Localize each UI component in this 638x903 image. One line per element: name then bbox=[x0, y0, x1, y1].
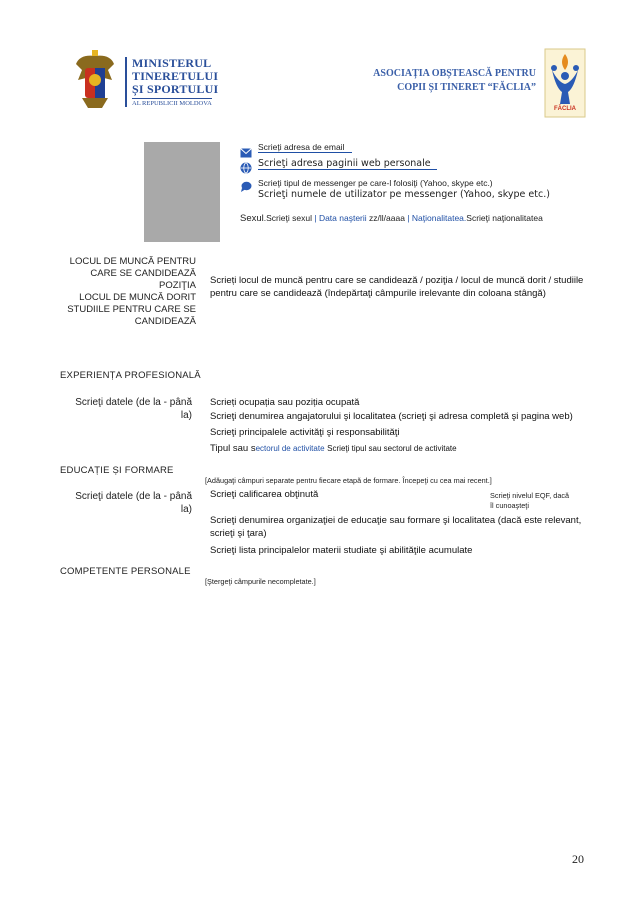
messenger-user-field[interactable]: Scrieţi numele de utilizator pe messenger (Yahoo, skype etc.) bbox=[258, 189, 550, 200]
education-note: [Adăugaţi câmpuri separate pentru fiecare etapă de formare. Începeţi cu cea mai recent.] bbox=[205, 476, 492, 485]
ministry-divider bbox=[125, 57, 127, 107]
subjects-field[interactable]: Scrieţi lista principalelor materii studiate şi abilităţile acumulate bbox=[210, 545, 473, 556]
ministry-title: MINISTERUL TINERETULUI ȘI SPORTULUI bbox=[132, 56, 219, 96]
globe-icon bbox=[240, 159, 252, 171]
birth-date-label: Data naşterii bbox=[318, 213, 367, 223]
qualification-field[interactable]: Scrieţi calificarea obţinută bbox=[210, 489, 319, 500]
separator: | bbox=[314, 213, 317, 223]
sex-field[interactable]: Scrieţi sexul bbox=[266, 213, 312, 223]
occupation-field[interactable]: Scrieți ocupația sau poziția ocupată bbox=[210, 397, 360, 408]
experience-details bbox=[210, 396, 610, 455]
sector-row bbox=[210, 442, 610, 455]
profile-photo-placeholder bbox=[144, 142, 220, 242]
facla-logo-text: FĂCLIA bbox=[554, 106, 576, 112]
personal-skills-section-title: COMPETENTE PERSONALE bbox=[60, 566, 191, 577]
eqf-level-field[interactable]: Scrieţi nivelul EQF, dacă îl cunoaşteţi bbox=[490, 491, 570, 510]
nationality-label: Naţionalitatea bbox=[411, 213, 464, 223]
nationality-field[interactable]: Scrieţi naţionalitatea bbox=[466, 213, 543, 223]
education-dates[interactable]: Scrieţi datele (de la - până la) bbox=[75, 491, 192, 515]
employer-field[interactable]: Scrieţi denumirea angajatorului şi localitatea (scrieţi şi adresa completă şi pagina web) bbox=[210, 411, 573, 422]
job-applied-label: LOCUL DE MUNCĂ PENTRU CARE SE CANDIDEAZĂ POZIŢIA LOCUL DE MUNCĂ DORIT STUDIILE PENTRU CARE SE CANDIDEAZĂ bbox=[67, 256, 196, 327]
sector-prefix: Tipul sau s bbox=[210, 443, 256, 454]
association-title: ASOCIAȚIA OBȘTEASCĂ PENTRU COPII ȘI TINERET “FĂCLIA” bbox=[373, 68, 536, 93]
personal-skills-note: [Ştergeţi câmpurile necompletate.] bbox=[205, 577, 316, 586]
sector-field[interactable]: Scrieţi tipul sau sectorul de activitate bbox=[327, 444, 457, 453]
chat-bubble-icon bbox=[240, 178, 252, 190]
experience-dates[interactable]: Scrieţi datele (de la - până la) bbox=[75, 397, 192, 421]
job-applied-text[interactable]: Scrieți locul de muncă pentru care se candidează / poziţia / locul de muncă dorit / studiile pentru care se candidează (îndepărtaţi câmpurile irelevante din coloana stângă) bbox=[210, 275, 584, 299]
ministry-emblem-icon bbox=[72, 50, 118, 112]
activities-field[interactable]: Scrieţi principalele activităţi şi responsabilităţi bbox=[210, 427, 400, 438]
website-field[interactable]: Scrieţi adresa paginii web personale bbox=[258, 158, 437, 170]
birth-date-field[interactable]: zz/ll/aaaa bbox=[369, 213, 405, 223]
separator: | bbox=[407, 213, 410, 223]
email-field[interactable]: Scrieți adresa de email bbox=[258, 142, 352, 153]
sector-label: ectorul de activitate bbox=[255, 444, 325, 453]
page-number: 20 bbox=[572, 852, 584, 866]
sex-label: Sexul bbox=[240, 213, 264, 224]
experience-section-title: EXPERIENȚA PROFESIONALĂ bbox=[60, 370, 201, 381]
personal-info-row: Sexul.Scrieţi sexul | Data naşterii zz/ll/aaaa | Naţionalitatea.Scrieţi naţionalitatea bbox=[240, 213, 543, 224]
organisation-field[interactable]: Scrieţi denumirea organizaţiei de educaţie sau formare şi localitatea (dacă este relevant, scrieţi şi ţara) bbox=[210, 515, 582, 539]
education-section-title: EDUCAȚIE ȘI FORMARE bbox=[60, 465, 174, 476]
ministry-subtitle: AL REPUBLICII MOLDOVA bbox=[132, 100, 212, 107]
facla-logo-icon bbox=[544, 48, 586, 118]
messenger-type-field[interactable]: Scrieţi tipul de messenger pe care-l folosiţi (Yahoo, skype etc.) bbox=[258, 178, 493, 188]
envelope-icon bbox=[240, 143, 252, 155]
